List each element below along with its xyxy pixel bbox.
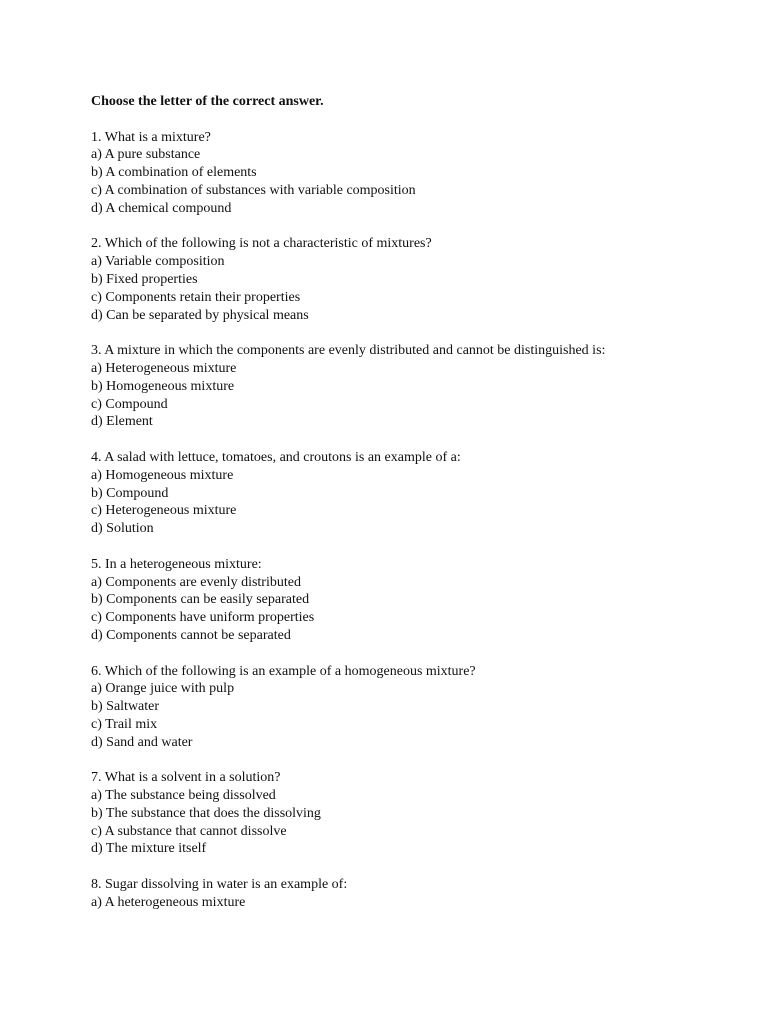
- worksheet-page: [91, 93, 731, 912]
- answer-option-d: d) Can be separated by physical means: [91, 307, 309, 323]
- question-text: 1. What is a mixture?: [91, 129, 211, 145]
- answer-option-b: b) Homogeneous mixture: [91, 378, 235, 394]
- question-5: [91, 556, 731, 645]
- question-6: [91, 663, 731, 752]
- answer-option-b: b) Saltwater: [91, 699, 160, 715]
- answer-option-b: b) A combination of elements: [91, 165, 257, 181]
- answer-option-a: a) Orange juice with pulp: [91, 681, 235, 697]
- instructions-heading: Choose the letter of the correct answer.: [91, 94, 324, 109]
- answer-option-c: c) A combination of substances with variable composition: [91, 182, 416, 198]
- answer-option-a: a) Variable composition: [91, 254, 225, 270]
- question-text: 4. A salad with lettuce, tomatoes, and croutons is an example of a:: [91, 449, 461, 465]
- answer-option-d: d) The mixture itself: [91, 841, 207, 857]
- answer-option-b: b) The substance that does the dissolving: [91, 805, 321, 821]
- question-text: 5. In a heterogeneous mixture:: [91, 556, 262, 572]
- answer-option-d: d) Sand and water: [91, 734, 193, 750]
- answer-option-d: d) Solution: [91, 521, 154, 537]
- answer-option-a: a) A pure substance: [91, 147, 201, 163]
- answer-option-c: c) Components have uniform properties: [91, 610, 315, 626]
- question-8: [91, 876, 731, 912]
- answer-option-a: a) The substance being dissolved: [91, 788, 276, 804]
- answer-option-c: c) Components retain their properties: [91, 289, 301, 305]
- question-text: 6. Which of the following is an example of a homogeneous mixture?: [91, 663, 476, 679]
- question-4: [91, 449, 731, 538]
- answer-option-b: b) Compound: [91, 485, 169, 501]
- question-text: 3. A mixture in which the components are evenly distributed and cannot be distinguished is:: [91, 343, 606, 359]
- answer-option-d: d) Components cannot be separated: [91, 627, 291, 643]
- question-3: [91, 342, 731, 431]
- answer-option-c: c) Trail mix: [91, 716, 158, 732]
- question-1: [91, 129, 731, 218]
- answer-option-d: d) Element: [91, 414, 153, 430]
- answer-option-d: d) A chemical compound: [91, 200, 232, 216]
- answer-option-b: b) Components can be easily separated: [91, 592, 310, 608]
- answer-option-a: a) A heterogeneous mixture: [91, 894, 246, 910]
- question-text: 7. What is a solvent in a solution?: [91, 770, 281, 786]
- question-7: [91, 769, 731, 858]
- question-text: 8. Sugar dissolving in water is an example of:: [91, 877, 348, 893]
- answer-option-b: b) Fixed properties: [91, 271, 198, 287]
- answer-option-c: c) Compound: [91, 396, 168, 412]
- question-2: [91, 235, 731, 324]
- answer-option-a: a) Homogeneous mixture: [91, 467, 234, 483]
- answer-option-a: a) Components are evenly distributed: [91, 574, 301, 590]
- answer-option-c: c) Heterogeneous mixture: [91, 503, 237, 519]
- question-text: 2. Which of the following is not a characteristic of mixtures?: [91, 236, 432, 252]
- answer-option-a: a) Heterogeneous mixture: [91, 360, 237, 376]
- answer-option-c: c) A substance that cannot dissolve: [91, 823, 287, 839]
